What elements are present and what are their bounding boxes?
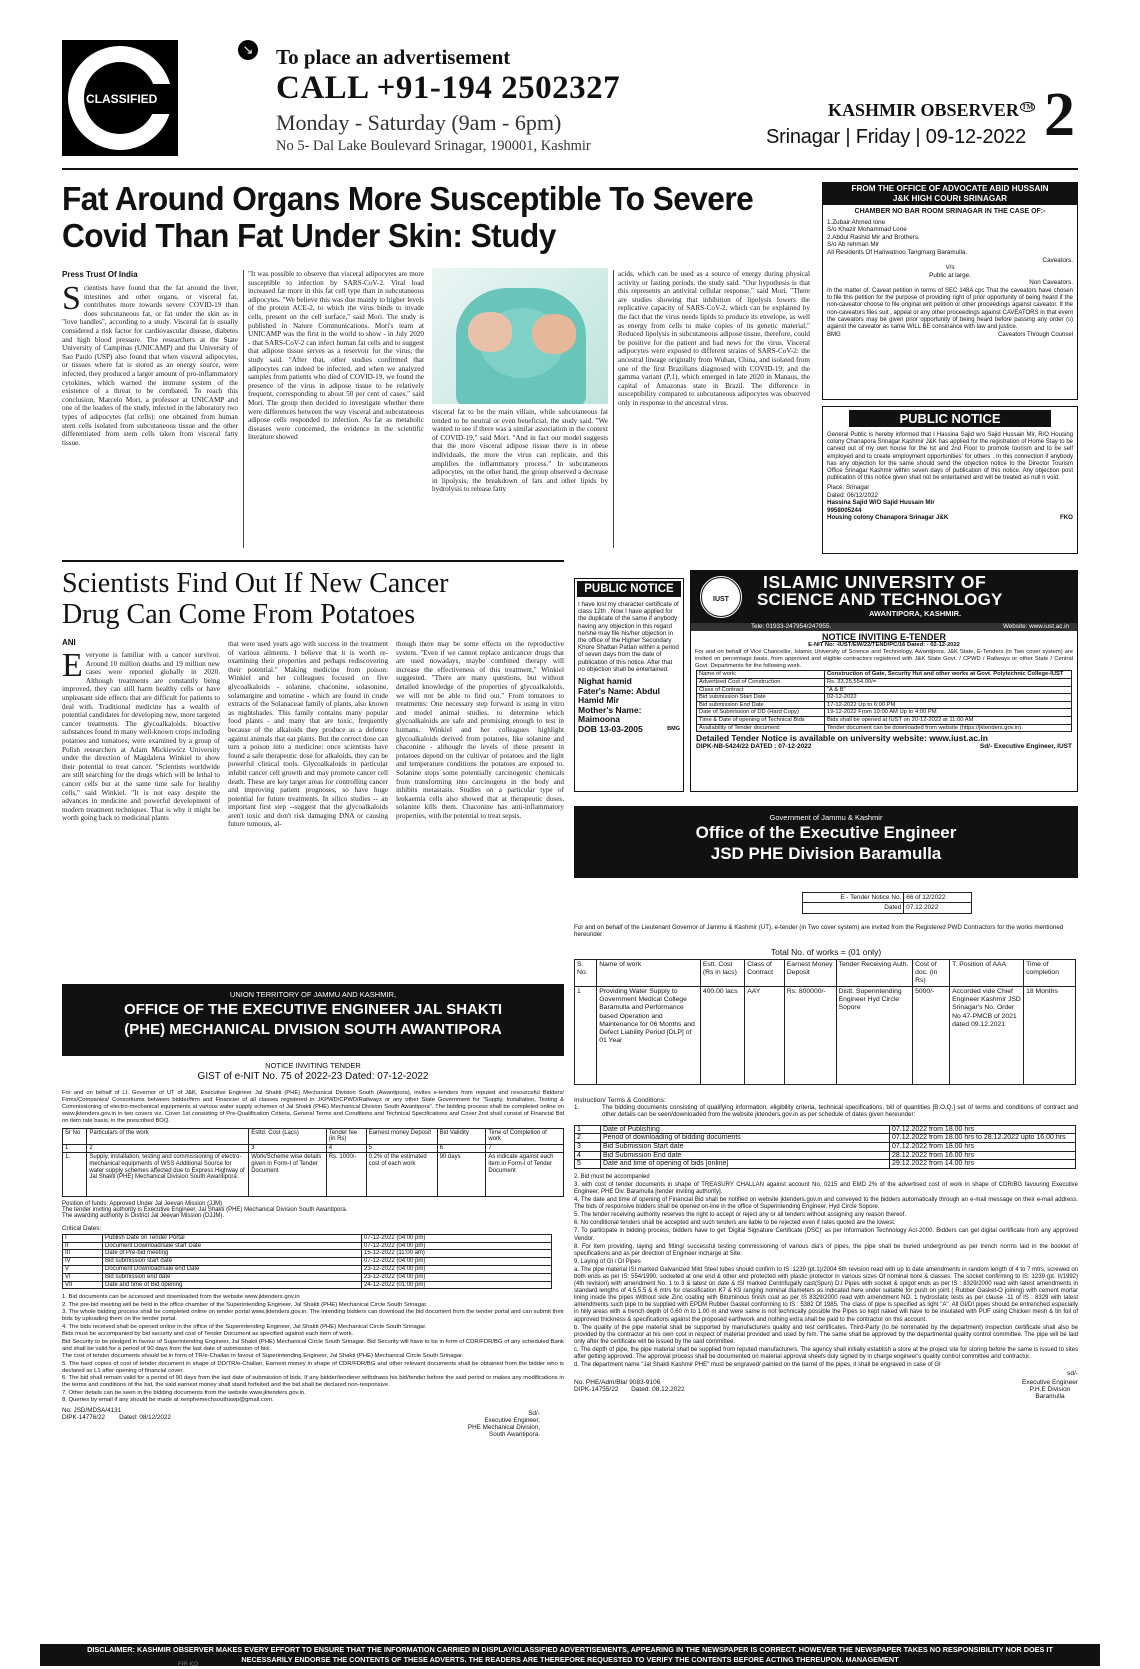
caveat-footer-left: BMG <box>827 332 841 339</box>
jsd-date-label: Bid Submission Start date <box>601 1143 890 1152</box>
jsd-table-cell: 18 Months <box>1024 987 1076 1085</box>
jalshakti-ut: UNION TERRITORY OF JAMMU AND KASHMIR, <box>229 990 397 999</box>
article1-col3: visceral fat to be the main villain, while subcutaneous fat tended to be neutral or even beneficial, the study said. "We wanted to see if there was a similar association in the context of COVID-19," said Mori. "And in fact our model suggests that the more visceral adipose tissue there is in obese individuals, the more the virus can replicate, and this amplifies the inflammatory process." In subcutaneous adipocytes, on the other hand, the group observed a decrease in lipolysis, the breakdown of fats and other lipids by hydrolysis to release fatty <box>432 408 608 494</box>
jsd-table-header: Tender Receiving Auth. <box>836 960 913 987</box>
jalshakti-table-header: Particulars of the work <box>87 1128 249 1145</box>
advert-address: No 5- Dal Lake Boulevard Srinagar, 190001, Kashmir <box>276 138 591 154</box>
lost-notice-mother: Maimoona <box>578 714 621 725</box>
iust-row-value: Construction of Gate, Security Hut and other works at Govt. Polytechnic College-IUST <box>825 671 1072 679</box>
jsd-date-row <box>575 1125 1076 1134</box>
jalshakti-table-head-row <box>63 1128 564 1145</box>
iust-row-value: 02-12-2022 <box>825 694 1072 702</box>
article1-col-divider <box>243 270 244 548</box>
caveat-party: 1.Zubair Ahmed lone <box>827 218 886 226</box>
jalshakti-dipk: DIPK-14776/22 <box>62 1414 106 1422</box>
jalshakti-date-num: III <box>63 1250 103 1258</box>
article1-headline <box>62 180 754 254</box>
jsd-date-value: 28.12.2022 from 16.00 hrs <box>890 1151 1076 1160</box>
advert-hours: Monday - Saturday (9am - 6pm) <box>276 110 562 135</box>
iust-intro: For and on behalf of Vice Chancellor, Islamic University of Science and Technology, Awantipora, J&K State, E-Tenders (in Two cover system) are invited on percentage basis, from approved and eligible contractors registered with J&K State Govt. / CPWD / Railways or other State / Central Govt. Departments for the following work. <box>695 649 1073 669</box>
jalshakti-title-line1: OFFICE OF THE EXECUTIVE ENGINEER JAL SHAKTI <box>123 1001 503 1018</box>
iust-row-value: "A & B" <box>825 686 1072 694</box>
jalshakti-footer <box>62 1407 564 1439</box>
caveat-party: S/o Khazir Mohammad Lone <box>827 226 907 234</box>
jalshakti-signature <box>468 1417 540 1438</box>
jalshakti-term: 3. The whole bidding process shall be completed online on tender portal www.jktenders.gov.in. The intending bidders can download the bid document from the tender portal and can submit their bids by uploading them on the tender portal. <box>62 1309 564 1323</box>
jalshakti-table-num-row <box>63 1145 564 1153</box>
section-rule <box>62 560 564 562</box>
jsd-instr-1-text: The bidding documents consisting of qualifying information, eligibility criteria, technical specifications, bill of quantities [B.O.Q.] set of terms and conditions of contract and other details can be seen/downloaded from the website jktenders.gov.in as per schedule of dates given hereunder: <box>602 1104 1078 1119</box>
jsd-condition: 6. No conditional tenders shall be accepted and such tenders are liable to be rejected even if rates quoted are the lowest. <box>574 1220 896 1227</box>
iust-table-row <box>697 671 1072 679</box>
homestay-phone: 9958005244 <box>827 506 862 514</box>
homestay-place: Place: Srinagar <box>827 484 870 492</box>
jalshakti-term: 8. Queries by email if any should be made at xenphemechsouthawp@gmail.com. <box>62 1397 274 1404</box>
jalshakti-term: Bids must be accompanied by bid security and cost of Tender Document as specified against each item of work. <box>62 1331 354 1338</box>
jalshakti-table-header: Sr No <box>63 1128 87 1145</box>
jalshakti-table-header: Esttd. Cost (Lacs) <box>249 1128 327 1145</box>
iust-website[interactable]: Website: www.iust.ac.in <box>1002 623 1069 630</box>
jsd-table-cell: 1 <box>575 987 597 1085</box>
iust-emblem-text: IUST <box>713 596 729 603</box>
article1-photo <box>432 268 608 404</box>
iust-contact-bar <box>691 623 1077 631</box>
page-number: 2 <box>1044 81 1075 149</box>
article1-col4: acids, which can be used as a source of energy during physical activity or fasting periods, the study said. "Our hypothesis is that this represents an antiviral cellular response," said Mori. "There are studies showing that inhibition of lipolysis lowers the replicative capacity of SARS-CoV-2, which can be explained by the fact that the virus needs lipids to produce its envelope, as well as energy from cells to make copies of its genetic material." Reduced lipolysis in subcutaneous adipose tissue, therefore, could be positive for the patient and bad news for the virus. Visceral adipocytes were exposed to different strains of SARS-CoV-2: the ancestral lineage originally from Wuhan, China, and isolated from one of the first Brazilians diagnosed with COVID-19; and the gamma variant (P.1), which emerged in late 2020 in Manaus, the capital of Amazonas state in Brazil. The difference in susceptibility compared to subcutaneous adipocytes was observed only in response to the ancestral virus. <box>618 270 810 407</box>
homestay-notice <box>822 406 1078 554</box>
jalshakti-date-row <box>63 1234 552 1242</box>
jsd-banner <box>574 806 1078 878</box>
advert-cta: To place an advertisement <box>276 45 511 69</box>
jalshakti-table-header: Time of Completion of work <box>486 1128 564 1145</box>
jsd-condition: 2. Bid must be accompanied <box>574 1173 650 1180</box>
lost-notice-details <box>575 675 683 737</box>
jalshakti-table-colnum: 7 <box>486 1145 564 1153</box>
jsd-date-num: 2 <box>575 1134 601 1143</box>
jalshakti-date-num: I <box>63 1234 103 1242</box>
jsd-condition: c. The depth of pipe, the pipe material shall be supplied from reputed manufacturers. The agency shall initially establish a store at the project site for storing before the same is issued to sites after getting approved. The approval process shall be documented on material approval sheets duly signed by in charge engineer's quality control committee and contractor. <box>574 1346 1078 1361</box>
article2-col1 <box>62 651 220 953</box>
jalshakti-date-num: VI <box>63 1273 103 1281</box>
advert-phone[interactable]: CALL +91-194 2502327 <box>276 70 621 106</box>
jalshakti-inviting: The tender inviting authority is Executive Engineer, Jal Shakti (PHE) Mechanical Division South Awantipora. <box>62 1206 348 1213</box>
jsd-table-cell: 400.00 lacs <box>700 987 744 1085</box>
jsd-table-cell: Providing Water Supply to Government Medical College Baramulla and Performance based Operation and Maintenance for 06 Months and Defect Liability Period [DLP] of 01 Year <box>597 987 701 1085</box>
jsd-footer-no: No. PHE/Adm/Bla/ 9083-9106 <box>574 1379 661 1387</box>
jalshakti-date-label: Document Download/sale start Date <box>103 1242 362 1250</box>
jalshakti-dated: Dated: 08/12/2022 <box>119 1414 171 1422</box>
jsd-table-head-row <box>575 960 1076 987</box>
iust-table-row <box>697 701 1072 709</box>
lost-notice-father: Fater's Name: Abdul Hamid Mir <box>578 685 660 706</box>
caveat-party: All Residents Of Hariwatnoo Tangmarg Baramulla. <box>827 248 968 256</box>
iust-table-row <box>697 686 1072 694</box>
jsd-date-row <box>575 1143 1076 1152</box>
caveat-title <box>823 183 1077 205</box>
jsd-condition: 3. with cost of tender documents in shape of TREASURY CHALLAN against account No. 0215 and EMD 2% of the advertised cost of work in shape of CDR/BG favouring Executive Engineer, PHE Div. Baramulla [tender inviting authority]. <box>574 1181 1078 1195</box>
jsd-etender-box <box>802 892 972 914</box>
jalshakti-critical: Critical Dates: <box>62 1224 102 1232</box>
iust-name-line1: ISLAMIC UNIVERSITY OF <box>763 572 987 592</box>
lost-notice-body: I have lost my character certificate of class 12th . Now I have applied for the duplicate of the same if anybody having any objection in this regard he/she may file his/her objection in the office of the Higher Secondary Khore Shattan Pattan within a period of seven days from the date of publication of this notice. After that no objection shall be entertained. <box>578 601 679 673</box>
jsd-condition: 4. The date and time of opening of Financial Bid shall be notified on website jktenders.gov.in and conveyed to the bidders automatically through an e-mail message on their e-mail address. The bids of responsive bidders shall be opened on-line in the office of Superintending Engineer, Hyd Circle Sopore. <box>574 1197 1078 1211</box>
jalshakti-table-cell: 1. <box>63 1152 87 1196</box>
jsd-condition: a. The pipe material ISI marked Galvanized Mild Steel tubes should confirm to IS :1239 (pt.1)/2004 6th revision read with up to date amendments in random length of 4 to 7 mtrs, screwed on both ends as per IS: 554/1990, socketed at one end & other end protected with plastic protector in various sizes Of nominal bore & classes. The socket confirming to IS: 1239 (pt. II/1992) (4th revision) with amendment No. 1 to 3 & latest on date & ISI marked Centrifugally cast(Spun) D.I Pipes with socket & spigot ends as per IS : 8329/2000 read with latest amendments in standard lengths of 4,5,5.5 & 6 mtrs for classification K7 & K9 ranging nominal diameters as indicated here under suitable for push on joint ( Rubber Gasket-O joining) with cement mortar lining inside the pipes Without side Zinc coating with Bituminous finish coat as per IS 8329/2000 read with amendment NO. 1 hydrostatic tests as per clause -11 of IS : 8329 with latest amendments such pipe to be supplied with EPDM Rubber Gasket conforming to IS : 5382 Of 1985. The class of pipe is specified as light "A". All GI/DI pipes should be entrenched especially in hilly areas with a trench depth of 0.60 m to 1.00 m and were same is not technically possible the Pipes so kept naked will have to be insulated with PUF using Chicken mesh & tin foil of approved thickness & specifications against the proposed earthwork and nothing extra shall be paid to the contractor on this account. <box>574 1266 1078 1323</box>
jsd-title-line1: Office of the Executive Engineer <box>695 823 957 842</box>
jalshakti-date-value: 07-12-2022 (04:00 pm) <box>362 1258 552 1266</box>
jsd-signature <box>1022 1379 1078 1400</box>
jalshakti-date-row <box>63 1250 552 1258</box>
jalshakti-table-colnum: 4 <box>326 1145 366 1153</box>
iust-dipk: DIPK-NB-5424/22 DATED : 07-12-2022 <box>696 743 812 751</box>
jalshakti-term: 6. The bid shall remain valid for a period of 90 days from the last date of submission of bids. If any bidder/tenderer withdraws his bid/tender before the said period or makes any modifications in the terms and conditions of the bid, the said earnest money shall stand forfeited and the bid shall be declared non-responsive. <box>62 1375 564 1389</box>
iust-row-value: Bids shall be opened at IUST on 20-12-2022 at 11:00 AM <box>825 716 1072 724</box>
caveat-title-line1: FROM THE OFFICE OF ADVOCATE ABID HUSSAIN <box>851 184 1049 193</box>
jalshakti-works-table <box>62 1128 564 1197</box>
jsd-footer-dipk <box>574 1386 685 1393</box>
jalshakti-table-header: Earnest money Deposit <box>366 1128 437 1145</box>
jalshakti-table-cell: Rs. 1000/- <box>326 1152 366 1196</box>
jsd-table-header: Estt. Cost (Rs in lacs) <box>700 960 744 987</box>
jsd-condition: 5. The tender receiving authority reserves the right to accept or reject any or all tenders without assigning any reason thereof. <box>574 1212 907 1219</box>
caveat-footer-right: Caveators Through Counsel <box>998 332 1073 339</box>
jalshakti-date-label: Date and time of Bid opening <box>103 1281 362 1289</box>
jsd-date-row <box>575 1160 1076 1169</box>
jsd-date-value: 29.12.2022 from 14.00 hrs <box>890 1160 1076 1169</box>
caveat-body: In the matter of. Caveat petition in terms of SEC 148A cpc That the caveators have chosen to file this petition for the purpose of providing right of prior opportunity of being heard if the non-caveator choose to file original writ petition or other proceedings against caveator. If the non-caveators files suit , appeal or any other proceedings against CAVEATORS in that event the caveators may be given prior opportunity of being heard before passing any order (s) against the caveator as same WILL BE consinance with law and justice. <box>827 287 1073 330</box>
caveat-chamber: CHAMBER NO BAR ROOM SRINAGAR IN THE CASE OF:- <box>854 208 1046 215</box>
disclaimer-line1: DISCLAIMER: KASHMIR OBSERVER MAKES EVERY EFFORT TO ENSURE THAT THE INFORMATION CARRIED IN DISPLAY/CLASSIFIED ADVERTISEMENTS, APPEARING IN THE NEWSPAPER IS CORRECT. HOWEVER THE NEWSPAPER TAKES NO RESPONSIBILITY NOR DOES IT <box>87 1645 1053 1654</box>
caveat-vs: V/s <box>945 264 955 272</box>
dateline: Srinagar | Friday | 09-12-2022 <box>766 126 1027 148</box>
jsd-table-header: T. Position of AAA <box>950 960 1024 987</box>
paper-name <box>828 100 1035 121</box>
jalshakti-intro: For and on behalf of Lt. Governor of UT of J&K, Executive Engineer Jal Shakti (PHE) Mechanical Division South (Awantipora), invites e-tenders from reputed and resourceful Bidders/ Firms/Companies/ Consortiums between bidder/firm and Financier of all classes registered in JKPWD/CPWD/Railways or any other State Government for "Supply, Installation, Testing & Commissioning of electro-mechanical equipments at various water supply schemes of Jal Shakti (PHE) Mechanical Division South Awantipora". The bidding process shall be completed online on www.jktenders.gov.in in two covers viz. Cover 1st consisting of Pre-Qualification Criteria, General Terms and Conditions and Technical Specifications and Cover 2nd shall consist of Financial Bid on item rate basis, in the prescribed BOQ. <box>62 1090 564 1124</box>
iust-row-value: Tender document can be downloaded from website (https://jktenders.gov.in). <box>825 724 1072 732</box>
jsd-govt: Government of Jammu & Kashmir <box>769 813 883 822</box>
jsd-condition: d. The department name "Jal Shakti Kashmir PHE" must be engraved/ painted on the barrel of the pipes, it shall be engraved in case of GI <box>574 1362 941 1369</box>
iust-notice-title: NOTICE INVITING E-TENDER <box>821 632 946 642</box>
jalshakti-date-value: 15-12-2022 (11:00 am) <box>362 1250 552 1258</box>
jalshakti-date-num: V <box>63 1265 103 1273</box>
jsd-table-header: Earnest Money Deposit <box>784 960 836 987</box>
caveat-party: 2.Abdul Rashid Mir and Brothers. <box>827 233 920 241</box>
jsd-tender-notice <box>574 806 1078 1644</box>
jalshakti-date-row <box>63 1281 552 1289</box>
iust-name-line2: SCIENCE AND TECHNOLOGY <box>757 590 1003 609</box>
iust-row-label: Name of work: <box>697 671 825 679</box>
jalshakti-sd: Sd/- <box>528 1410 540 1418</box>
trademark: TM <box>1021 103 1034 111</box>
jalshakti-date-label: Date of Pre-bid meeting <box>103 1250 362 1258</box>
jsd-date-num: 1 <box>575 1125 601 1134</box>
jsd-dated-label: Dated <box>803 903 904 913</box>
jalshakti-table-colnum: 2 <box>87 1145 249 1153</box>
jalshakti-gist: GIST of e-NIT No. 75 of 2022-23 Dated: 07-12-2022 <box>197 1071 429 1082</box>
homestay-dated: Dated: 06/12/2022 <box>827 491 878 499</box>
jalshakti-date-num: IV <box>63 1258 103 1266</box>
iust-table-row <box>697 678 1072 686</box>
jalshakti-sign2: PHE Mechanical Division, <box>467 1424 540 1432</box>
jalshakti-date-value: 23-12-2022 (04:00 pm) <box>362 1265 552 1273</box>
jsd-date-num: 3 <box>575 1143 601 1152</box>
article1-headline-line2: Covid Than Fat Under Skin: Study <box>62 217 556 254</box>
iust-row-label: Advertised Cost of Construction <box>697 678 825 686</box>
jsd-date-value: 07.12.2022 from 18.00 hrs <box>890 1143 1076 1152</box>
lost-notice-name: Nighat hamid <box>578 676 632 687</box>
article2-headline-line1: Scientists Find Out If New Cancer <box>62 568 449 599</box>
article2-col1-text: veryone is familiar with a cancer survivor. Around 10 million deaths and 19 million new cases were reported globally in 2020. Although treatments are constantly being improved, they can still harm healthy cells or have unpleasant side effects that are difficult for patients to deal with. Traditional medicine has a wealth of potential candidates for developing new, more targeted cancer treatments. The glycoalkaloids, bioactive substances found in many well-known crops including potatoes and tomatoes, were examined by a group of Polish researchers at Adam Mickiewicz University under the direction of Magdalena Winkiel to show their potential to treat cancer. "Scientists worldwide are still searching for the drugs which will be lethal to cancer cells but at the same time safe for healthy cells," said Winkiel. "It is not easy despite the advances in medicine and powerful development of modern treatment techniques. That is why it might be worth going back to medicinal plants <box>62 651 220 823</box>
jsd-table-header: Time of completion <box>1024 960 1076 987</box>
jsd-dated: 07.12.2022 <box>904 903 972 913</box>
iust-row-label: Time & Date of opening of Technical Bids <box>697 716 825 724</box>
homestay-address <box>827 514 1073 521</box>
jalshakti-awarding: The awarding authority is District Jal Jeevan Mission (DJJM). <box>62 1212 225 1219</box>
classified-logo <box>62 40 178 156</box>
jsd-instr-1 <box>574 1104 1078 1119</box>
jalshakti-table-colnum: 5 <box>366 1145 437 1153</box>
iust-place: AWANTIPORA, KASHMIR. <box>869 609 962 618</box>
caveat-footer <box>823 332 1077 340</box>
article1-col-divider-2 <box>613 270 614 548</box>
caveat-parties <box>823 216 1077 287</box>
iust-nit: E-NIT No: -IUST/EW/22/TEND/PC/16 Dated: - 02-12-2022 <box>808 642 960 648</box>
jalshakti-footer-left <box>62 1407 171 1438</box>
jsd-instr-1-num: 1. <box>574 1104 580 1111</box>
jsd-etender-no: 66 of 12/2022 <box>904 893 972 903</box>
jsd-dated-footer: 08.12.2022 <box>652 1386 685 1394</box>
jalshakti-dipk-line <box>62 1414 171 1421</box>
iust-table-row <box>697 716 1072 724</box>
caveat-non-caveators: Non Caveators. <box>1029 279 1073 287</box>
jsd-dated-footer-label: Dated: <box>631 1386 651 1394</box>
jalshakti-table-cell: 90 days <box>437 1152 486 1196</box>
jsd-date-value: 07.12.2022 from 18.00 hrs to 28.12.2022 upto 16.00 hrs <box>890 1134 1076 1143</box>
article1-dropcap: S <box>62 284 81 317</box>
jsd-date-label: Bid Submission End date <box>601 1151 890 1160</box>
jsd-table-cell: 5000/- <box>913 987 950 1085</box>
jalshakti-table-cell: Work/Scheme wise details given in Form-I of Tender Document <box>249 1152 327 1196</box>
photo-hand-left <box>468 312 512 352</box>
jsd-date-num: 4 <box>575 1151 601 1160</box>
arrow-circle-icon: ↘ <box>238 40 258 60</box>
jalshakti-date-label: Publish Date on Tender Portal <box>103 1234 362 1242</box>
homestay-details <box>823 484 1077 521</box>
jsd-date-row <box>575 1134 1076 1143</box>
jalshakti-date-value: 24-12-2022 (01:00 pm) <box>362 1281 552 1289</box>
jsd-condition: 8. For item providing, laying and fitting/ successful testing commissioning of various dia's of pipes, the pipe shall be buried underground as per trench norms laid in the booklet of specifications and as per direction of Engineer incharge at Site. <box>574 1243 1078 1257</box>
homestay-name: Hassina Sajid W/O Sajid Hussain Mir <box>827 499 935 507</box>
paper-name-text: KASHMIR OBSERVER <box>828 100 1019 120</box>
iust-tender-notice <box>690 570 1078 792</box>
homestay-title: PUBLIC NOTICE <box>849 410 1051 427</box>
caveat-notice <box>822 182 1078 400</box>
header-rule <box>62 168 1078 170</box>
iust-banner <box>691 571 1077 623</box>
iust-emblem-icon <box>699 575 743 619</box>
iust-row-label: Bid submission End Date <box>697 701 825 709</box>
article2-headline-line2: Drug Can Come From Potatoes <box>62 599 416 630</box>
jalshakti-table-row <box>63 1152 564 1196</box>
jalshakti-date-label: Document Download/sale end Date <box>103 1265 362 1273</box>
iust-row-label: Bid submission Start Date <box>697 694 825 702</box>
disclaimer-line2: NECESSARILY ENDORSE THE CONTENTS OF THESE ADVERTS. THE READERS ARE THEREFORE REQUESTED TO VERIFY THE CONTENTS BEFORE ACTING THEREUPON. MANAGEMENT <box>241 1655 899 1664</box>
jsd-works-table <box>574 959 1076 1085</box>
iust-table-row <box>697 709 1072 717</box>
jsd-condition: 7. To participate in bidding process, bidders have to get 'Digital Signature Certificate (DSC)' as per Information Technology Act-2000. Bidders can get digital certificate from any approved Vendor. <box>574 1228 1078 1242</box>
iust-row-label: Availability of Tender document: <box>697 724 825 732</box>
iust-detailed[interactable]: Detailed Tender Notice is available on university website: www.iust.ac.in <box>696 733 988 744</box>
caveat-title-line2: J&K HIGH COURt SRINAGAR <box>892 194 1008 203</box>
jalshakti-table-colnum: 1 <box>63 1145 87 1153</box>
jsd-table-cell: Rs. 800000/- <box>784 987 836 1085</box>
jsd-table-cell: Accorded vide Chief Engineer Kashmir JSD Srinagar's No. Order No 47-PMCB of 2021 dated 09.12.2021 <box>950 987 1024 1085</box>
jalshakti-term: 7. Other details can be seen in the bidding documents from the website www.jktenders.gov.in. <box>62 1389 306 1396</box>
jalshakti-tender-notice <box>62 984 564 1644</box>
iust-table-row <box>697 724 1072 732</box>
iust-row-label: Class of Contract <box>697 686 825 694</box>
jsd-title-line2: JSD PHE Division Baramulla <box>710 844 942 863</box>
jsd-instr-label: Instruction/ Terms & Conditions: <box>574 1097 666 1104</box>
article2-byline: ANI <box>62 638 76 647</box>
caveat-caveators: Caveators. <box>1042 256 1073 264</box>
jalshakti-date-value: 07-12-2022 (04:00 pm) <box>362 1234 552 1242</box>
article2-dropcap: E <box>62 651 83 684</box>
lost-notice-dob-text: DOB 13-03-2005 <box>578 724 643 734</box>
jalshakti-date-row <box>63 1273 552 1281</box>
iust-tel: Tele: 01933-247954/247955. <box>751 623 832 630</box>
jalshakti-date-label: Bid submission end date <box>103 1273 362 1281</box>
jsd-date-value: 07.12.2022 from 18.00 hrs <box>890 1125 1076 1134</box>
jalshakti-date-value: 23-12-2022 (04:00 pm) <box>362 1273 552 1281</box>
logo-word: CLASSIFIED <box>86 92 158 106</box>
jalshakti-dates-table <box>62 1234 552 1290</box>
jalshakti-table-header: Tender fee (in Rs) <box>326 1128 366 1145</box>
jalshakti-funds: Position of funds: Approved Under Jal Jeevan Mission (JJM) <box>62 1200 223 1207</box>
jalshakti-date-value: 07-12-2022 (04:00 pm) <box>362 1242 552 1250</box>
jsd-condition: 9. Laying of GI / DI Pipes <box>574 1258 641 1265</box>
jalshakti-no: No: JSD/MDSA/4131 <box>62 1407 122 1415</box>
iust-sign: Sd/- Executive Engineer, IUST <box>979 743 1072 751</box>
jsd-table-row <box>575 987 1076 1085</box>
jsd-table-cell: AAY <box>745 987 784 1085</box>
jsd-table-cell: Distt. Superintending Engineer Hyd Circle Sopore <box>836 987 913 1085</box>
jsd-footer <box>574 1379 1078 1400</box>
iust-table <box>696 670 1072 732</box>
jalshakti-term: The cost of tender documents should be in form of TR/e-Challan in favour of Superintending Engineer, Jal Shakti (PHE) Mechanical Circle South Srinagar. <box>62 1353 464 1360</box>
photo-hand-right <box>532 314 576 354</box>
jsd-condition: b. The quality of the pipe material shall be supported by manufacturers quality and test certificates. Third-Party (to be nominated by the department) inspection certificate shall also be provided by the contractor at his own cost in respect of material provided and used by him. The same shall be approved by the departmental quality control committee. The pipe will be laid only after the certificate will be issued by the said committee. <box>574 1324 1078 1345</box>
jalshakti-title-line2: (PHE) MECHANICAL DIVISION SOUTH AWANTIPORA <box>124 1021 502 1038</box>
jsd-sign2: P.H.E Division <box>1029 1386 1071 1394</box>
article2-col3: though there may be some effects on the reproductive system. "Even if we cannot replace anticancer drugs that are used nowadays, maybe combined therapy will increase the effectiveness of this treatment," Winkiel suggested. "There are many questions, but without detailed knowledge of the properties of glycoalkaloids, we will not be able to find out." From tomatoes to treatments: One necessary step forward is using in vitro and model animal studies, to determine which glycoalkaloids are safe and promising enough to test in humans. Winkiel and her colleagues highlight glycoalkaloids derived from potatoes, like solanine and chaconine - although the levels of these present in potatoes depend on the cultivar of potatoes and the light and temperature conditions the potatoes are exposed to. Solanine stops some potentially carcinogenic chemicals from transforming into carcinogens in the body and inhibits metastasis. Studies on a particular type of leukaemia cells also showed that at therapeutic doses, solanine kills them. Chaconine has anti-inflammatory properties, with the potential to treat sepsis. <box>396 640 564 820</box>
jsd-date-label: Date of Publishing <box>601 1125 890 1134</box>
jalshakti-date-row <box>63 1258 552 1266</box>
jalshakti-terms <box>62 1294 564 1404</box>
jalshakti-term: 5. The hard copies of cost of tender document in shape of DD/TR/e-Challan, Earnest money in shape of CDR/FDR/BG and other relevant documents shall be obtained from the bidder who is declared as L1 after opening of financial cover. <box>62 1360 564 1374</box>
article2-col2: that were used years ago with success in the treatment of various ailments. I believe that it is worth re-examining their properties and perhaps rediscovering their potential." Making medicine from poison: Winkiel and her colleagues focused on five glycoalkaloids - solanine, chaconine, solasonine, solamargine and tomatine - which are found in crude extracts of the Solanaceae family of plants, also known as nightshades. This family contains many popular food plants - and many that are toxic, frequently because of the alkaloids they produce as a defence against animals that eat plants. But the correct dose can turn a poison into a medicine: once scientists have found a safe therapeutic dose for alkaloids, they can be powerful clinical tools. Glycoalkaloids in particular inhibit cancer cell growth and may promote cancer cell death. These are key target areas for controlling cancer and improving patient prognoses, so have huge potential for future treatments. In silico studies -- an important first step --suggest that the glycoalkaloids aren't toxic and don't risk damaging DNA or causing future tumours, al- <box>228 640 388 829</box>
jsd-date-row <box>575 1151 1076 1160</box>
jalshakti-date-row <box>63 1242 552 1250</box>
iust-row-label: Date of Submission of DD (Hard Copy) <box>697 709 825 717</box>
jsd-date-num: 5 <box>575 1160 601 1169</box>
jsd-sign1: Executive Engineer <box>1021 1379 1078 1387</box>
jsd-sd: sd/- <box>1067 1370 1078 1378</box>
jsd-intro: For and on behalf of the Lieutenant Governor of Jammu & Kashmir (UT), e-tender (in Two cover system) are invited from the Registered PWD Contractors for the works mentioned hereunder: <box>574 923 1064 939</box>
jalshakti-term: Bid Security to be pledged in favour of Superintending Engineer, Jal Shakti (PHE) Mechanical Circle South Srinagar. Bid Security will have to be in form of CDR/FDR/BG of any scheduled Bank and shall be valid for a period of 90 days from the last date of submission of bid. <box>62 1338 564 1352</box>
jalshakti-table-colnum: 6 <box>437 1145 486 1153</box>
disclaimer-bar <box>40 1644 1100 1666</box>
article1-col1-text: cientists have found that the fat around the liver, intestines and other organs, or visceral fat, contributes more towards severe COVID-19 than does subcutaneous fat, or fat under the skin as in "love handles", according to a study. Visceral fat is usually considered a risk factor for cardiovascular disease, diabetes and high blood pressure. The researchers at the State University of Campinas (UNICAMP) and the University of Sao Paulo (USP) also found that when visceral adipocytes, or tissues where fat is stored as an energy source, were infected, they produced a larger amount of pro-inflammatory cytokines, which warned the immune system of the existence of a threat to be combated. To reach this conclusion, Marcelo Mori, a professor at UNICAMP and one of the leaders of the study, infected in the laboratory two types of adipocytes (fat cells): one obtained from human stem cells isolated from subcutaneous tissue and the other differentiated from stem cells taken from visceral fatty tissue. <box>62 284 238 447</box>
jalshakti-sign3: South Awantipora. <box>489 1431 540 1439</box>
jsd-total: Total No. of works = (01 only) <box>770 947 882 957</box>
footer-mark: FIR KO <box>178 1662 199 1668</box>
jsd-table-header: Class of Contract <box>745 960 784 987</box>
lost-certificate-notice <box>574 578 684 792</box>
jsd-footer-left <box>574 1379 685 1400</box>
jalshakti-date-label: Bid submission start date <box>103 1258 362 1266</box>
jalshakti-table-cell: As indicate against each item in Form-I of Tender Document <box>486 1152 564 1196</box>
lost-notice-code: BMG <box>667 726 680 732</box>
caveat-party: S/o Ab rehman Mir <box>827 241 880 249</box>
lost-notice-mother-label: Mother's Name: <box>578 704 642 715</box>
jsd-dates-table <box>574 1125 1076 1169</box>
jsd-conditions <box>574 1174 1078 1369</box>
article1-headline-line1: Fat Around Organs More Susceptible To Severe <box>62 180 754 217</box>
jalshakti-table-cell: 0.2% of the estimated cost of each work <box>366 1152 437 1196</box>
jsd-table-header: S. No. <box>575 960 597 987</box>
article2-headline <box>62 568 562 630</box>
article1-col1 <box>62 284 238 546</box>
iust-row-value: 17-12-2022 Up to 6:00 PM <box>825 701 1072 709</box>
caveat-public: Public at large. <box>929 271 971 279</box>
jalshakti-table-colnum: 3 <box>249 1145 327 1153</box>
lost-notice-title: PUBLIC NOTICE <box>577 581 681 597</box>
homestay-code: FKO <box>1059 514 1073 522</box>
lost-notice-dob <box>578 725 680 735</box>
jalshakti-table-header: Bid Validity <box>437 1128 486 1145</box>
iust-row-value: 19-12-2022 From 10:00 AM Up to 4:00 PM <box>825 709 1072 717</box>
jalshakti-term: 2. The pre-bid meeting will be held in the office chamber of the Superintending Engineer, Jal Shakti (PHE) Mechanical Circle South Srinagar. <box>62 1301 428 1308</box>
article1-byline: Press Trust Of India <box>62 270 138 279</box>
jalshakti-banner <box>62 984 564 1056</box>
jalshakti-term: 4. The bids received shall be opened online in the office of the Superintending Engineer, Jal Shakti (PHE) Mechanical Circle South Srinagar. <box>62 1323 427 1330</box>
iust-table-row <box>697 694 1072 702</box>
article1-col2: "It was possible to observe that visceral adipocytes are more susceptible to infection by SARS-CoV-2. Viral load increased far more in this fat cell type than in subcutaneous adipocytes. "We believe this was due mainly to higher levels of the protein ACE-2, to which the virus binds to invade cells, present on the cell surface," said Mori. The study is published in Nature Communications. Mori's team at UNICAMP was the first in the world to show - in July 2020 - that SARS-CoV-2 can infect human fat cells and to suggest that adipose tissue serves as a reservoir for the virus, the study said. "After that, other studies confirmed that adipocytes can indeed be infected, and when we analyzed samples from patients who died of COVID-19, we found the presence of the virus in adipose tissue to be relatively frequent, corresponding to about 50 per cent of cases," said Mori. The group then decided to investigate whether there were differences between the way visceral and subcutaneous adipose cells responded to infection. As far as metabolic diseases were concerned, the evidence in the scientific literature showed <box>248 270 424 442</box>
jsd-table-header: Cost of doc. (in Rs) <box>913 960 950 987</box>
jsd-etender-label: E - Tender Notice No. <box>803 893 904 903</box>
jalshakti-date-num: II <box>63 1242 103 1250</box>
jalshakti-term: 1. Bid documents can be accessed and downloaded from the website www.jktenders.gov.in <box>62 1294 300 1301</box>
iust-row-value: Rs. 33,25,554.00/= <box>825 678 1072 686</box>
jalshakti-table-cell: Supply, installation, testing and commissioning of electro-mechanical equipments of WSS Additional Source for water supply schemes affected due to Express Highway of Jal Shakti (PHE) Mechanical Division South Awantipora. <box>87 1152 249 1196</box>
iust-footer <box>691 743 1077 750</box>
jalshakti-nit: NOTICE INVITING TENDER <box>265 1061 361 1070</box>
homestay-body: General Public is hereby informed that I Hassina Sajid w/o Sajid Hussain Mir, R/O Housing colony Chanapora Srinagar Kashmir J&K has applied for the registration of Home Stay to be carved out of my own house for the Ist and 2nd Floor to promote tourism and to be self employed and to create employment opportunities' for others . In this connection if anybody has any objection for the same should send the objection notice to the Director Tourism Office Srinagar Kashmir within seven days of publication of this notice. Any objection post publication of this notice given shall not be entertained and will be treated as null n void. <box>827 432 1073 482</box>
jsd-date-label: Period of downloading of bidding documents <box>601 1134 890 1143</box>
jsd-dipk: DIPK-14755/22 <box>574 1386 619 1394</box>
jsd-date-label: Date and time of opening of bids [online] <box>601 1160 890 1169</box>
jalshakti-sign1: Executive Engineer, <box>484 1417 540 1425</box>
jalshakti-date-row <box>63 1265 552 1273</box>
jsd-sign3: Baramulla <box>1035 1393 1065 1401</box>
jsd-table-header: Name of work <box>597 960 701 987</box>
jalshakti-date-num: VII <box>63 1281 103 1289</box>
homestay-address-text: Housing colony Chanapora Srinagar J&K <box>827 514 949 522</box>
